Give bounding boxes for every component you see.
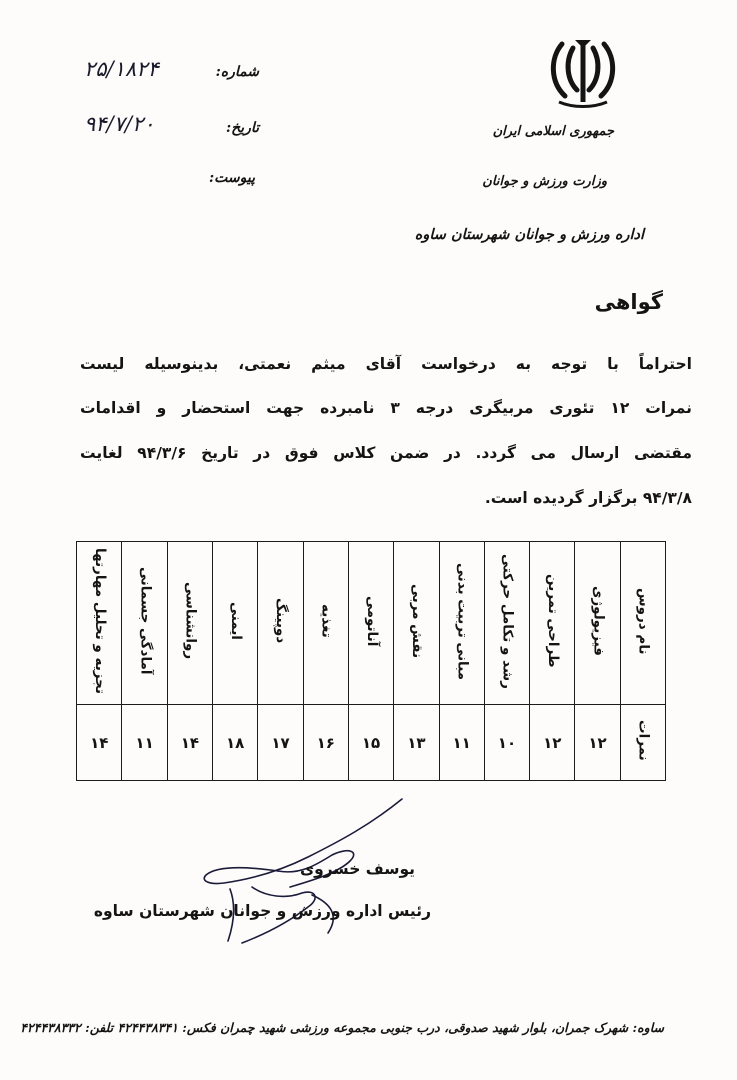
body-line-2: نمرات ۱۲ تئوری مربیگری درجه ۳ نامبرده جهت استحضار و اقدامات bbox=[80, 399, 693, 417]
subject-name: روانشناسی bbox=[182, 582, 199, 660]
score-value: ۱۳ bbox=[407, 734, 426, 752]
subject-name: رشد و تکامل حرکتی bbox=[499, 553, 516, 689]
subject-cell bbox=[575, 542, 620, 705]
page-title: گواهی bbox=[594, 290, 663, 314]
score-value: ۱۱ bbox=[135, 734, 154, 752]
score-cell bbox=[258, 705, 303, 781]
body-line-1: احتراماً با توجه به درخواست آقای میثم نعمتی، بدینوسیله لیست bbox=[80, 355, 692, 373]
subject-cell bbox=[77, 542, 122, 705]
score-value: ۱۸ bbox=[226, 734, 245, 752]
body-line-3: مقتضی ارسال می گردد. در ضمن کلاس فوق در تاریخ ۹۴/۳/۶ لغایت bbox=[80, 444, 693, 462]
score-value: ۱۶ bbox=[316, 734, 335, 752]
score-value: ۱۵ bbox=[361, 734, 381, 752]
score-cell bbox=[303, 705, 348, 781]
subject-cell bbox=[303, 542, 348, 705]
score-value: ۱۲ bbox=[543, 734, 562, 752]
subject-cell bbox=[530, 542, 575, 705]
score-value: ۱۲ bbox=[588, 734, 607, 752]
score-value: ۱۴ bbox=[90, 734, 109, 752]
subject-name: آناتومی bbox=[363, 595, 380, 647]
subject-cell bbox=[394, 542, 439, 705]
scores-header: نمرات bbox=[635, 720, 652, 761]
org-line-republic: جمهوری اسلامی ایران bbox=[492, 124, 614, 139]
subject-name: طراحی تمرین bbox=[545, 574, 562, 668]
number-label: شماره: bbox=[215, 64, 259, 80]
org-line-ministry: وزارت ورزش و جوانان bbox=[482, 174, 607, 189]
subject-name: ایمنی bbox=[227, 602, 244, 640]
date-label: تاریخ: bbox=[225, 120, 259, 136]
score-cell bbox=[213, 705, 258, 781]
subject-cell bbox=[258, 542, 303, 705]
number-value: ۲۵/۱۸۲۴ bbox=[84, 57, 159, 81]
org-line-office: اداره ورزش و جوانان شهرستان ساوه bbox=[414, 226, 644, 243]
date-value: ۹۴/۷/۲۰ bbox=[84, 112, 155, 136]
score-value: ۱۰ bbox=[497, 734, 517, 752]
subject-name: مبانی تربیت بدنی bbox=[454, 562, 471, 680]
table-header-cell bbox=[620, 542, 665, 705]
footer-address: ساوه: شهرک جمران، بلوار شهید صدوقی، درب جنوبی مجموعه ورزشی شهید چمران فکس: ۴۲۴۴۳۸۳۴۱ تلفن: ۴۲۴۴۳۸۳۳۲ bbox=[20, 1020, 664, 1035]
score-cell bbox=[77, 705, 122, 781]
subject-cell bbox=[484, 542, 529, 705]
attachment-label: پیوست: bbox=[209, 170, 255, 186]
subject-name: آمادگی جسمانی bbox=[137, 567, 154, 675]
score-cell bbox=[439, 705, 484, 781]
subject-name: فیزیولوژی bbox=[590, 586, 607, 656]
score-value: ۱۴ bbox=[180, 734, 200, 752]
grades-table bbox=[76, 541, 666, 781]
signer-title: رئیس اداره ورزش و جوانان شهرستان ساوه bbox=[93, 902, 431, 920]
score-cell bbox=[167, 705, 212, 781]
subject-name: دوپینگ bbox=[273, 598, 290, 644]
score-value: ۱۱ bbox=[452, 734, 471, 752]
subject-cell bbox=[167, 542, 212, 705]
score-cell bbox=[394, 705, 439, 781]
subject-name: نقش مربی bbox=[409, 583, 426, 659]
body-line-4: ۹۴/۳/۸ برگزار گردیده است. bbox=[484, 489, 692, 507]
subject-cell bbox=[348, 542, 393, 705]
score-cell bbox=[530, 705, 575, 781]
scores-row bbox=[77, 705, 666, 781]
subjects-header: نام دروس bbox=[635, 587, 652, 655]
iran-emblem-icon bbox=[545, 36, 621, 110]
signer-name: یوسف خسروی bbox=[299, 860, 415, 878]
subject-name: تغذیه bbox=[318, 604, 335, 638]
score-cell bbox=[575, 705, 620, 781]
subject-cell bbox=[213, 542, 258, 705]
score-cell bbox=[348, 705, 393, 781]
score-value: ۱۷ bbox=[271, 734, 290, 752]
subject-cell bbox=[439, 542, 484, 705]
subject-cell bbox=[122, 542, 167, 705]
score-cell bbox=[484, 705, 529, 781]
table-header-cell bbox=[620, 705, 665, 781]
subjects-row bbox=[77, 542, 666, 705]
score-cell bbox=[122, 705, 167, 781]
subject-name: تجزیه و تحلیل مهارتها bbox=[91, 548, 108, 694]
